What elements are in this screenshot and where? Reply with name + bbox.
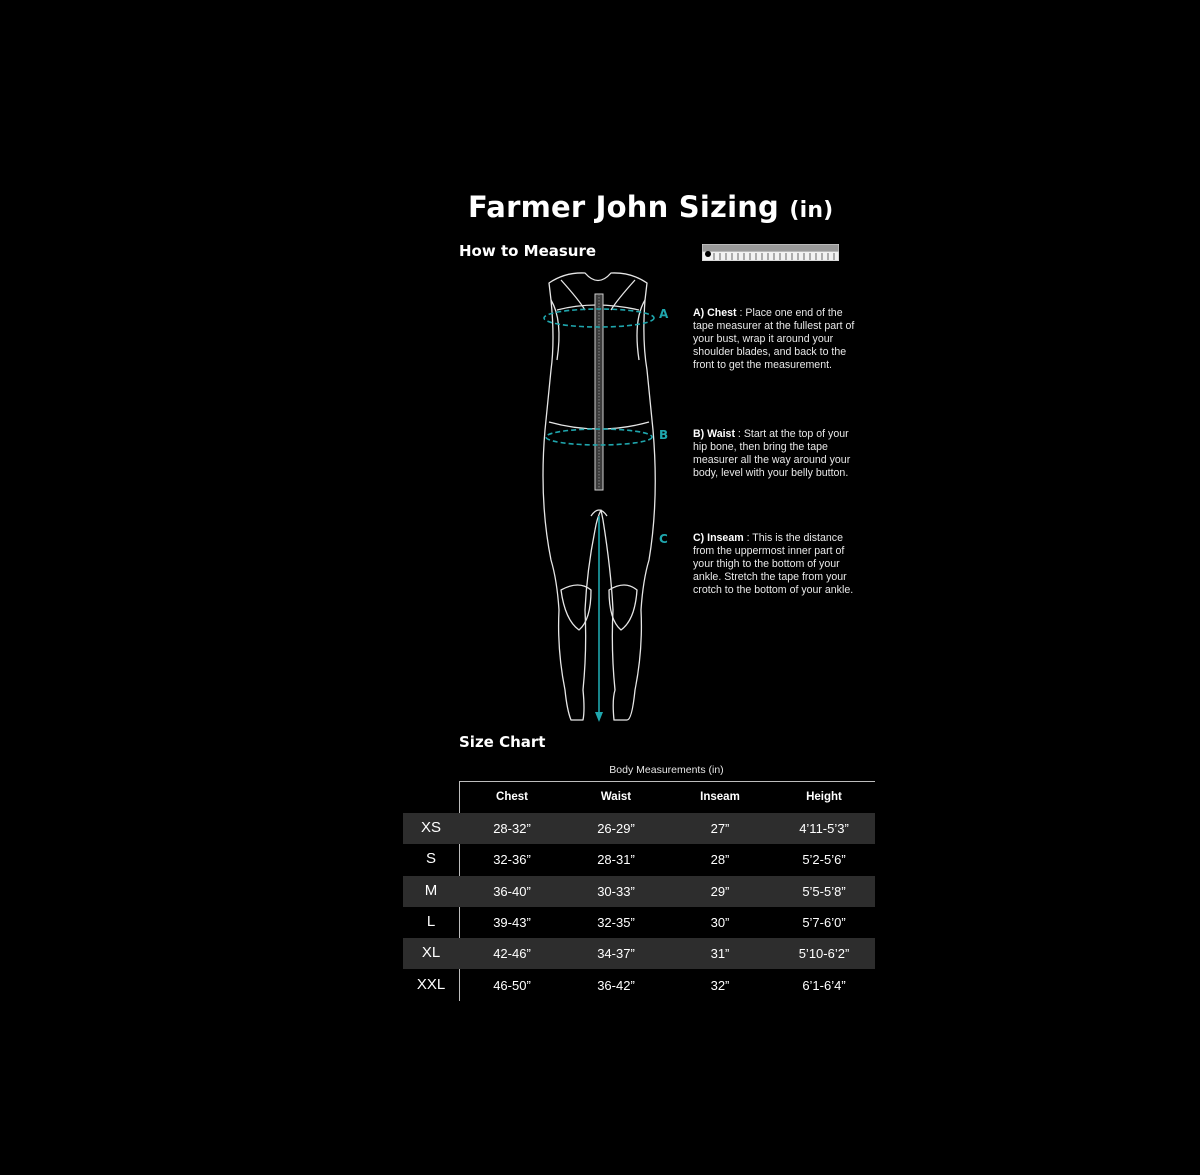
size-chart-heading: Size Chart (459, 733, 546, 751)
chest-instruction: A) Chest : Place one end of the tape measurer at the fullest part of your bust, wrap it around your shoulder blades, and back to the front to get the measurement. (693, 307, 855, 371)
chest-cell: 46-50” (493, 977, 531, 993)
inseam-cell: 32” (710, 977, 730, 993)
table-row (403, 907, 875, 938)
waist-cell: 34-37” (597, 946, 635, 962)
chest-cell: 36-40” (493, 883, 531, 899)
inseam-cell: 29” (710, 883, 730, 899)
chest-cell: 32-36” (493, 852, 531, 868)
inseam-cell: 27” (710, 821, 730, 836)
height-cell: 4’11-5’3” (799, 821, 849, 836)
height-cell: 6’1-6’4” (802, 977, 846, 993)
column-header-waist: Waist (600, 791, 632, 803)
table-row (403, 876, 875, 907)
inseam-cell: 28” (710, 852, 730, 868)
table-caption: Body Measurements (in) (609, 764, 724, 776)
wetsuit-illustration (535, 270, 665, 726)
size-label: M (424, 881, 438, 899)
inseam-cell: 31” (710, 946, 730, 962)
waist-instruction: B) Waist : Start at the top of your hip bone, then bring the tape measurer all the way around your body, level with your belly button. (693, 428, 851, 479)
title-main: Farmer John Sizing (468, 190, 780, 224)
waist-cell: 28-31” (597, 852, 635, 868)
size-label: XXL (416, 975, 446, 993)
size-label: L (426, 912, 436, 930)
table-row (403, 813, 875, 844)
waist-cell: 36-42” (597, 977, 635, 993)
size-label: XL (421, 944, 441, 962)
column-header-chest: Chest (496, 791, 528, 803)
height-cell: 5’7-6’0” (802, 914, 846, 930)
inseam-text: This is the distance from the uppermost inner part of your thigh to the bottom of your ankle. Stretch the tape from your crotch to the bottom of your ankle. (693, 532, 854, 596)
height-cell: 5’10-6’2” (798, 946, 850, 962)
waist-cell: 32-35” (597, 914, 635, 930)
marker-a: A (659, 307, 669, 321)
column-header-inseam: Inseam (700, 791, 740, 803)
inseam-instruction: C) Inseam : This is the distance from the uppermost inner part of your thigh to the bottom of your ankle. Stretch the tape from your crotch to the bottom of your ankle. (693, 532, 854, 596)
table-row (403, 938, 875, 969)
page-title (468, 190, 833, 224)
size-label: S (425, 850, 436, 868)
chest-cell: 39-43” (493, 914, 531, 930)
chest-label: A) Chest (693, 307, 737, 319)
how-to-measure-heading: How to Measure (459, 242, 597, 260)
inseam-cell: 30” (710, 914, 730, 930)
title-unit: (in) (789, 198, 834, 223)
size-label: XS (420, 819, 441, 836)
waist-cell: 26-29” (597, 821, 635, 836)
table-top-rule (459, 781, 875, 782)
waist-label: B) Waist (693, 428, 735, 440)
tape-measure-icon (702, 244, 840, 262)
column-header-height: Height (806, 791, 842, 803)
table-row (403, 970, 875, 1001)
height-cell: 5’2-5’6” (802, 852, 846, 868)
chest-text: Place one end of the tape measurer at the fullest part of your bust, wrap it around your shoulder blades, and back to the front to get the measurement. (693, 307, 855, 371)
chest-cell: 42-46” (493, 946, 531, 962)
height-cell: 5’5-5’8” (802, 883, 846, 899)
marker-c: C (659, 532, 668, 546)
waist-cell: 30-33” (597, 883, 635, 899)
table-row (403, 844, 875, 875)
inseam-label: C) Inseam (693, 532, 744, 544)
chest-cell: 28-32” (493, 821, 531, 836)
marker-b: B (659, 428, 669, 442)
waist-text: Start at the top of your hip bone, then bring the tape measurer all the way around your body, level with your belly button. (693, 428, 851, 479)
